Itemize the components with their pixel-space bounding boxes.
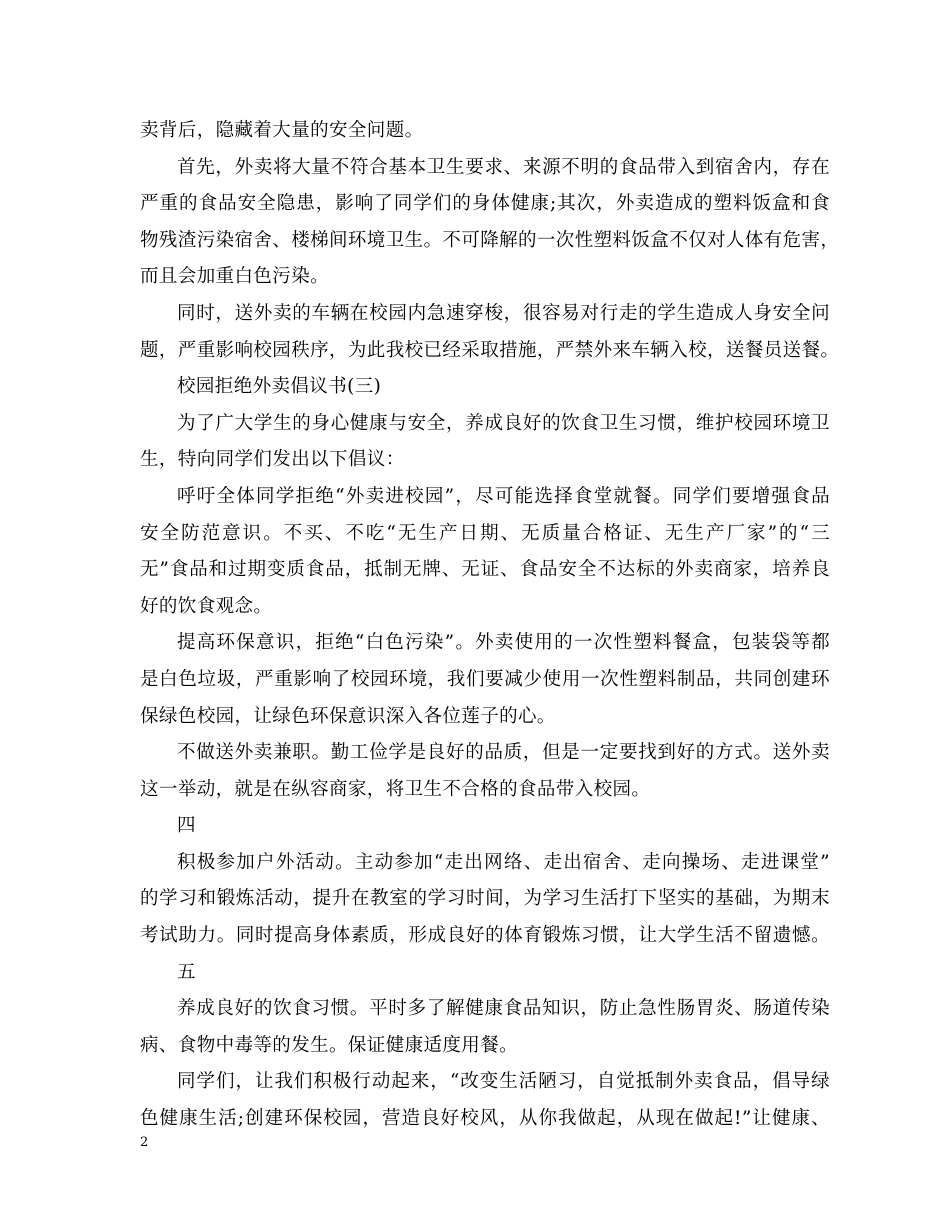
text-line: 严重的食品安全隐患，影响了同学们的身体健康;其次，外卖造成的塑料饭盒和食	[140, 193, 830, 215]
text-line: 生，特向同学们发出以下倡议：	[140, 449, 405, 471]
text-line: 同时，送外卖的车辆在校园内急速穿梭，很容易对行走的学生造成人身安全问	[177, 302, 830, 324]
text-line: 卖背后，隐藏着大量的安全问题。	[140, 120, 424, 141]
text-line: 提高环保意识，拒绝“白色污染”。外卖使用的一次性塑料餐盒，包装袋等都	[177, 632, 830, 654]
text-line: 色健康生活;创建环保校园，营造良好校风，从你我做起，从现在做起!”让健康、	[140, 1108, 830, 1130]
text-line: 是白色垃圾，严重影响了校园环境，我们要减少使用一次性塑料制品，共同创建环	[140, 668, 830, 690]
text-line: 物残渣污染宿舍、楼梯间环境卫生。不可降解的一次性塑料饭盒不仅对人体有危害，	[140, 229, 840, 251]
text-line: 为了广大学生的身心健康与安全，养成良好的饮食卫生习惯，维护校园环境卫	[177, 412, 830, 434]
text-line: 保绿色校园，让绿色环保意识深入各位莲子的心。	[140, 705, 556, 727]
document-body	[140, 113, 840, 1138]
text-line: 积极参加户外活动。主动参加“走出网络、走出宿舍、走向操场、走进课堂”	[177, 851, 830, 873]
text-line: 校园拒绝外卖倡议书(三)	[177, 376, 382, 398]
text-line: 题，严重影响校园秩序，为此我校已经采取措施，严禁外来车辆入校，送餐员送餐。	[140, 339, 840, 361]
text-line: 五	[177, 961, 196, 983]
text-line: 安全防范意识。不买、不吃“无生产日期、无质量合格证、无生产厂家”的“三	[140, 522, 830, 544]
text-line: 同学们，让我们积极行动起来，“改变生活陋习，自觉抵制外卖食品，倡导绿	[177, 1071, 830, 1093]
text-line: 而且会加重白色污染。	[140, 266, 330, 288]
text-line: 好的饮食观念。	[140, 595, 273, 617]
text-line: 这一举动，就是在纵容商家，将卫生不合格的食品带入校园。	[140, 778, 651, 800]
text-line: 养成良好的饮食习惯。平时多了解健康食品知识，防止急性肠胃炎、肠道传染	[177, 998, 830, 1020]
text-line: 呼吁全体同学拒绝“外卖进校园”，尽可能选择食堂就餐。同学们要增强食品	[177, 485, 830, 507]
text-line: 病、食物中毒等的发生。保证健康适度用餐。	[140, 1034, 519, 1056]
text-line: 的学习和锻炼活动，提升在教室的学习时间，为学习生活打下坚实的基础，为期末	[140, 888, 830, 910]
page-number: 2	[140, 1135, 149, 1150]
text-line: 首先，外卖将大量不符合基本卫生要求、来源不明的食品带入到宿舍内，存在	[177, 156, 830, 178]
text-line: 考试助力。同时提高身体素质，形成良好的体育锻炼习惯，让大学生活不留遗憾。	[140, 925, 830, 947]
text-line: 四	[177, 815, 196, 837]
text-line: 无”食品和过期变质食品，抵制无牌、无证、食品安全不达标的外卖商家，培养良	[140, 559, 830, 581]
text-line: 不做送外卖兼职。勤工俭学是良好的品质，但是一定要找到好的方式。送外卖	[177, 742, 830, 764]
